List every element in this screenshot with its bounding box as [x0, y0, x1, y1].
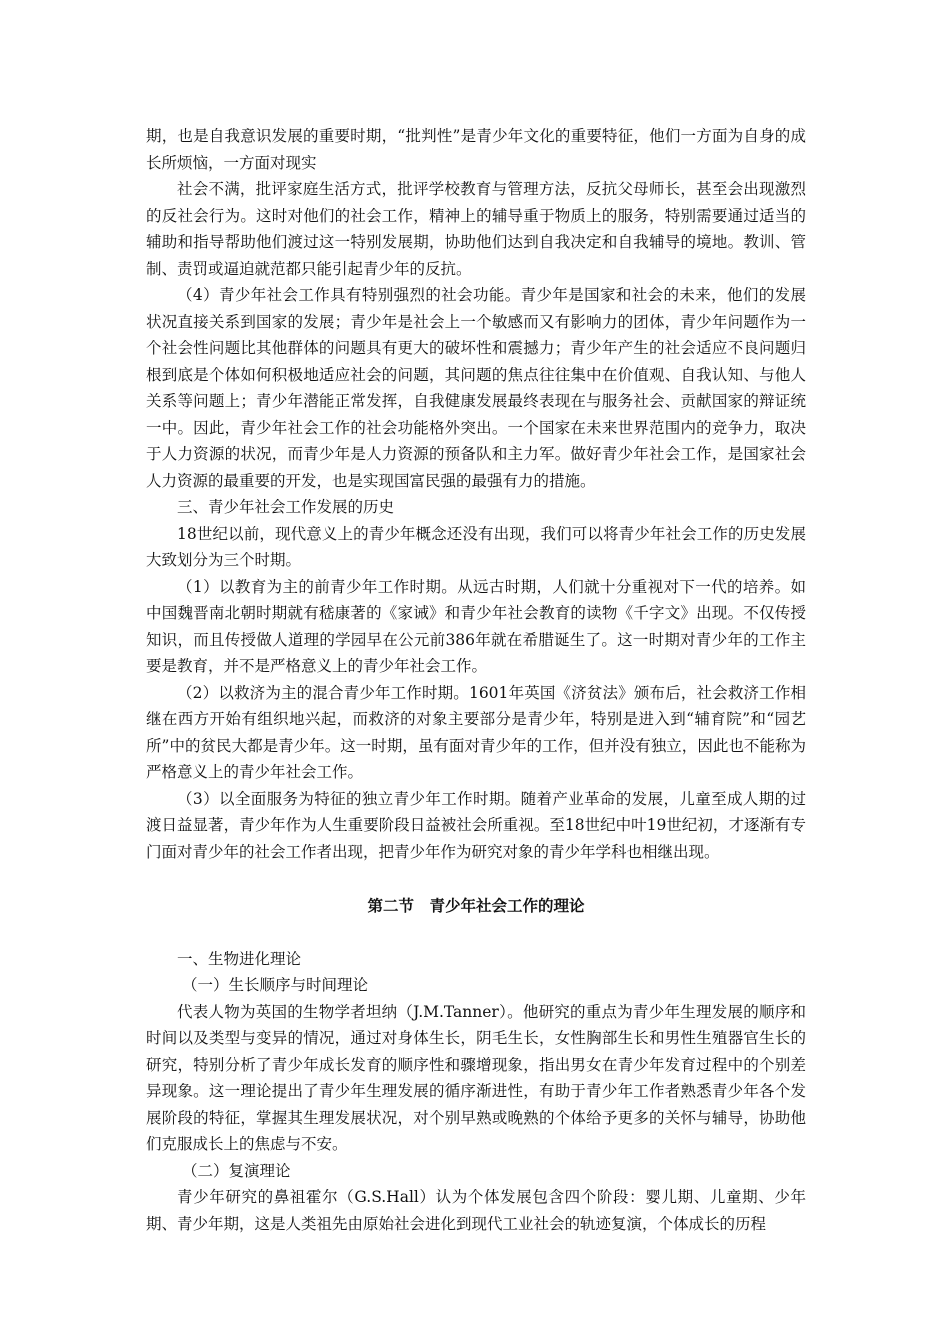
- paragraph-period-2: （2）以救济为主的混合青少年工作时期。1601年英国《济贫法》颁布后，社会救济工作相继在西方开始有组织地兴起，而救济的对象主要部分是青少年，特别是进入到“辅育院”和“园艺所”中的贫民大都是青少年。这一时期，虽有面对青少年的工作，但并没有独立，因此也不能称为严格意义上的青少年社会工作。: [146, 683, 806, 781]
- section-heading-biological-theory: 一、生物进化理论: [177, 949, 302, 968]
- document-body: [146, 123, 806, 1237]
- subheading-recapitulation: （二）复演理论: [182, 1161, 291, 1180]
- section-heading-history: 三、青少年社会工作发展的历史: [177, 498, 395, 516]
- paragraph-tanner: 代表人物为英国的生物学者坦纳（J.M.Tanner）。他研究的重点为青少年生理发展的顺序和时间以及类型与变异的情况，通过对身体生长，阴毛生长，女性胸部生长和男性生殖器官生长的研究，特别分析了青少年成长发育的顺序性和骤增现象，指出男女在青少年发育过程中的个别差异现象。这一理论提出了青少年生理发展的循序渐进性，有助于青少年工作者熟悉青少年各个发展阶段的特征，掌握其生理发展状况，对个别早熟或晚熟的个体给予更多的关怀与辅导，协助他们克服成长上的焦虑与不安。: [146, 1002, 806, 1153]
- chapter-section-title: 第二节 青少年社会工作的理论: [367, 897, 585, 915]
- subheading-growth-sequence: （一）生长顺序与时间理论: [182, 976, 369, 994]
- paragraph-period-3: （3）以全面服务为特征的独立青少年工作时期。随着产业革命的发展，儿童至成人期的过渡日益显著，青少年作为人生重要阶段日益被社会所重视。至18世纪中叶19世纪初，才逐渐有专门面对青少年的社会工作者出现，把青少年作为研究对象的青少年学科也相继出现。: [146, 789, 806, 861]
- paragraph-continuation: 期，也是自我意识发展的重要时期，“批判性”是青少年文化的重要特征，他们一方面为自身的成长所烦恼，一方面对现实: [146, 127, 806, 172]
- paragraph-social-discontent: 社会不满，批评家庭生活方式，批评学校教育与管理方法，反抗父母师长，甚至会出现激烈的反社会行为。这时对他们的社会工作，精神上的辅导重于物质上的服务，特别需要通过适当的辅助和指导帮助他们渡过这一特别发展期，协助他们达到自我决定和自我辅导的境地。教训、管制、责罚或逼迫就范都只能引起青少年的反抗。: [146, 180, 806, 278]
- paragraph-hall: 青少年研究的鼻祖霍尔（G.S.Hall）认为个体发展包含四个阶段：婴儿期、儿童期、少年期、青少年期，这是人类祖先由原始社会进化到现代工业社会的轨迹复演，个体成长的历程: [146, 1188, 806, 1233]
- paragraph-period-1: （1）以教育为主的前青少年工作时期。从远古时期，人们就十分重视对下一代的培养。如中国魏晋南北朝时期就有嵇康著的《家诫》和青少年社会教育的读物《千字文》出现。不仅传授知识，而且传授做人道理的学园早在公元前386年就在希腊诞生了。这一时期对青少年的工作主要是教育，并不是严格意义上的青少年社会工作。: [146, 577, 806, 675]
- paragraph-point-4: （4）青少年社会工作具有特别强烈的社会功能。青少年是国家和社会的未来，他们的发展状况直接关系到国家的发展；青少年是社会上一个敏感而又有影响力的团体，青少年问题作为一个社会性问题比其他群体的问题具有更大的破坏性和震撼力；青少年产生的社会适应不良问题归根到底是个体如何积极地适应社会的问题，其问题的焦点往往集中在价值观、自我认知、与他人关系等问题上；青少年潜能正常发挥，自我健康发展最终表现在与服务社会、贡献国家的辩证统一中。因此，青少年社会工作的社会功能格外突出。一个国家在未来世界范围内的竞争力，取决于人力资源的状况，而青少年是人力资源的预备队和主力军。做好青少年社会工作，是国家社会人力资源的最重要的开发，也是实现国富民强的最强有力的措施。: [146, 286, 806, 490]
- paragraph-history-intro: 18世纪以前，现代意义上的青少年概念还没有出现，我们可以将青少年社会工作的历史发展大致划分为三个时期。: [146, 524, 806, 569]
